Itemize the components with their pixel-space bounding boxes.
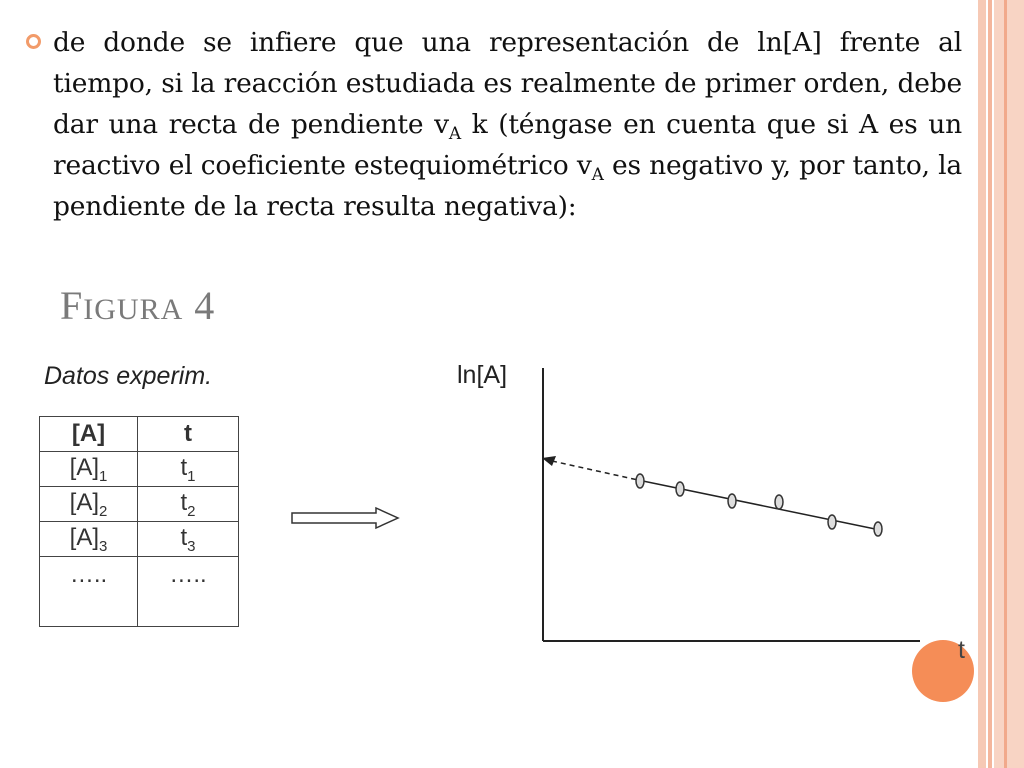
data-table <box>39 416 239 627</box>
figure-title-initial: F <box>60 283 84 328</box>
cell-t <box>138 452 239 487</box>
header-t-label: t <box>184 420 192 447</box>
cell-t <box>138 487 239 522</box>
figure-title <box>60 282 215 329</box>
subscript: 2 <box>187 502 196 520</box>
cell-a <box>40 557 138 627</box>
decor-stripe <box>1004 0 1007 768</box>
table-row <box>40 487 239 522</box>
data-point <box>728 494 736 508</box>
y-axis-label: ln[A] <box>457 361 508 389</box>
fit-line <box>638 480 880 530</box>
table-row <box>40 452 239 487</box>
bullet-circle-icon <box>26 34 41 49</box>
subscript: 2 <box>99 502 108 520</box>
decor-stripe <box>978 0 986 768</box>
subscript: A <box>448 124 461 144</box>
right-arrow-icon <box>290 506 402 530</box>
decor-stripe <box>994 0 1024 768</box>
header-a-label: [A] <box>71 420 106 447</box>
bullet-text <box>53 22 962 227</box>
data-point <box>775 495 783 509</box>
data-point <box>828 515 836 529</box>
ln-a-vs-t-plot <box>440 360 940 650</box>
x-axis-label: t <box>958 636 965 664</box>
subscript: 3 <box>187 537 196 555</box>
cell-t-text: t <box>180 488 188 516</box>
table-row <box>40 557 239 627</box>
table-row <box>40 522 239 557</box>
cell-a <box>40 522 138 557</box>
cell-t-text: t <box>180 453 188 481</box>
subscript: 1 <box>187 467 196 485</box>
cell-a <box>40 452 138 487</box>
cell-a-text: ….. <box>69 561 108 588</box>
bullet-text-part-3: es negativo y, por tanto, la pendiente de la recta resulta negativa): <box>53 150 962 222</box>
data-point <box>676 482 684 496</box>
header-cell-t <box>138 417 239 452</box>
bullet-text-part-1: de donde se infiere que una representación de ln[A] frente al tiempo, si la reacción estudiada es realmente de primer orden, debe dar una recta de pendiente v <box>53 27 962 140</box>
cell-t-text: ….. <box>169 561 207 588</box>
data-point <box>636 474 644 488</box>
header-cell-a <box>40 417 138 452</box>
subscript: 1 <box>99 467 108 485</box>
figure-title-number: 4 <box>183 283 216 328</box>
cell-a <box>40 487 138 522</box>
cell-t-text: t <box>180 523 188 551</box>
cell-a-text: [A] <box>69 488 99 516</box>
cell-a-text: [A] <box>69 453 99 481</box>
figure-title-rest: IGURA <box>83 293 184 326</box>
data-point <box>874 522 882 536</box>
subscript: A <box>591 165 604 185</box>
bullet-text-part-2: k (téngase en cuenta que si A es un reactivo el coeficiente estequiométrico v <box>53 109 963 181</box>
extrapolation-line <box>552 461 638 480</box>
table-header-row <box>40 417 239 452</box>
arrowhead <box>542 456 556 466</box>
cell-a-text: [A] <box>69 523 99 551</box>
cell-t <box>138 522 239 557</box>
subscript: 3 <box>99 537 108 555</box>
table-caption: Datos experim. <box>44 362 213 390</box>
cell-t <box>138 557 239 627</box>
